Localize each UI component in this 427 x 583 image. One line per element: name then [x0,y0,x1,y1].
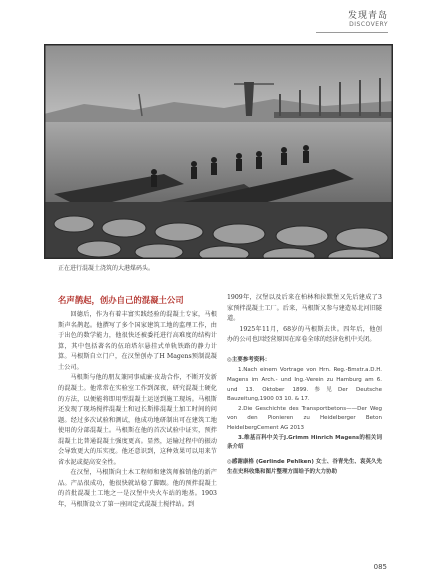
article-section-title: 名声鹊起，创办自己的混凝土公司 [58,295,184,305]
references [227,356,382,478]
right-column [227,293,382,478]
paragraph: 在汉堡，马根斯向土木工程师和建筑师推销他的新产品。产品很成功，他很快就站稳了脚跟。他的预拌混凝土的首批混凝土工地之一是汉堡中央火车站的地基。1903年，马根斯设立了第一座固定式混凝土搅拌站。到 [58,469,217,508]
paragraph: 马根斯与他的朋友兼同事威廉·皮劫合作，不断开发新的混凝土。他常常在实验室工作到深夜，研究混凝土硬化的方法，以便能将即用型混凝土运送到施工现场。马根斯还发现了现场搅拌混凝土和冠长斯排混凝土加工时间的问题。经过多次试验和测试，他成功地研制出可在建筑工地使用的分部混凝土。马根斯在他的首次试验中证实，预拌混凝土比普通混凝土强度更高。显然，运输过程中的振动会导致更大的压实度。他还意识到，这种效果可以用来节省水泥或提高安全性。 [58,374,217,466]
paragraph: 1909年，汉堡以及后来在柏林和拉默堡又先后建成了3家预拌混凝土工厂。后来，马根斯又参与建造易北河旧隧道。 [227,294,382,323]
reference-item: 1.Nach einem Vortrage von Hrn. Reg.-Bmstr.a.D.H. Magens im Arch.- und Ing.-Verein zu Hamburg am 6. und 13. Oktober 1899.参见Der Deutsche Bauzeitung,1900 03 10. & 17. [227,367,382,403]
acknowledgement: ◎感谢康格 (Gerlinde Pehlken) 女士、谷青先生、袁英久先生在史料收集和图片整理方面给予的大力协助 [227,458,382,475]
reference-item: 3.维基百科中关于J.Grimm Hinrich Magens的相关词条介绍 [227,434,382,451]
page-number: 085 [373,563,387,571]
paragraph: 回德后，作为有着丰富实践经验的混凝土专家，马根斯声名鹊起。他撰写了多个国家建筑工地的监理工作，由于出色的数学能力，他很快还被委托进行高难度的结构计算，其中包括著名的伍珀塔尔悬挂式单轨铁路的静力计算。马根斯自立门户，在汉堡创办了H Magens预制混凝土公司。 [58,311,217,371]
harbor-photo-illustration [44,44,393,259]
section-title-zh: 发现青岛 [347,11,388,21]
paragraph: 1925年11月，68岁的马根斯去世。四年后，他创办的公司也因经营原因在席卷全球的经济危机中关闭。 [227,325,382,344]
references-heading: ◎主要参考资料： [227,356,271,363]
left-column [58,293,217,510]
section-title-en: DISCOVERY [349,21,388,28]
reference-item: 2.Die Geschichte des Transportbetons——Der Weg von den Pionieren zu Heidelberger Beton HeidelbergCement AG 2013 [227,405,382,432]
photo-caption: 正在进行混凝土浇筑的大港煤码头。 [58,265,155,272]
historical-photo [44,44,393,259]
header-rule [316,32,388,33]
